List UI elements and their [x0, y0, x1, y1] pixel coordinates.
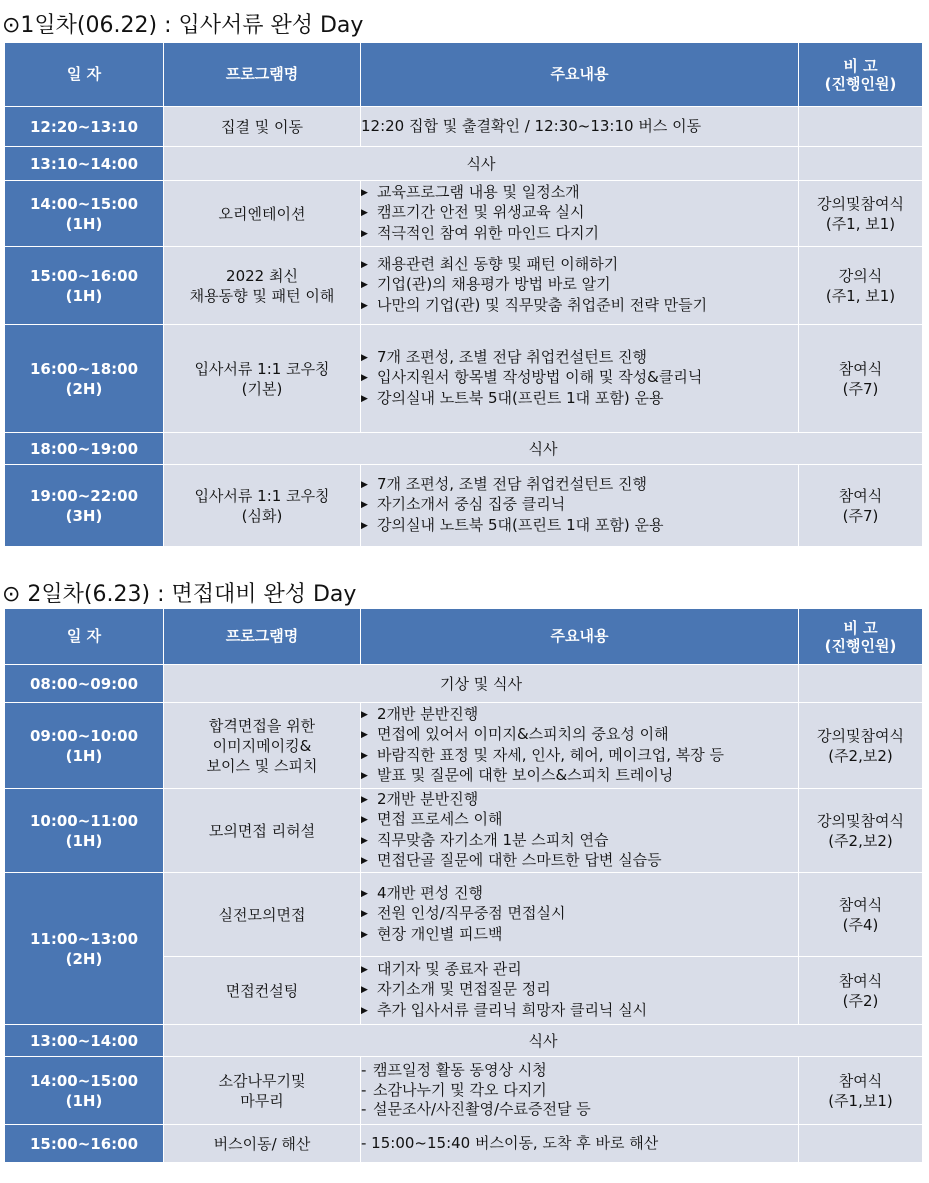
dash-bullet-icon: - — [361, 1100, 367, 1119]
triangle-bullet-icon: ▶ — [361, 815, 368, 825]
content-list — [361, 348, 798, 410]
triangle-bullet-icon: ▶ — [361, 709, 368, 720]
list-item: ▶ 7개 조편성, 조별 전담 취업컨설턴트 진행 — [361, 348, 798, 369]
triangle-bullet-icon: ▶ — [361, 856, 368, 866]
table-row — [5, 247, 923, 325]
content-cell — [361, 703, 799, 789]
list-item: ▶ 면접단골 질문에 대한 스마트한 답변 실습등 — [361, 851, 798, 872]
triangle-bullet-icon: ▶ — [361, 300, 368, 311]
list-item: ▶ 기업(관)의 채용평가 방법 바로 알기 — [361, 275, 798, 296]
list-item: ▶ 직무맞춤 자기소개 1분 스피치 연습 — [361, 831, 798, 852]
remark-cell: 참여식 (주2) — [799, 957, 923, 1025]
triangle-bullet-icon: ▶ — [361, 479, 368, 490]
program-cell: 오리엔테이션 — [164, 181, 361, 247]
time-cell: 11:00~13:00 (2H) — [5, 873, 164, 1025]
header-program: 프로그램명 — [164, 43, 361, 107]
remark-cell: 참여식 (주1,보1) — [799, 1057, 923, 1125]
day2-schedule-table — [4, 608, 923, 1163]
content-cell — [361, 325, 799, 433]
list-item: ▶ 나만의 기업(관) 및 직무맞춤 취업준비 전략 만들기 — [361, 296, 798, 317]
program-cell: 소감나무기및 마무리 — [164, 1057, 361, 1125]
time-cell: 15:00~16:00 — [5, 1125, 164, 1163]
content-cell — [361, 247, 799, 325]
meal-cell: 식사 — [164, 1025, 923, 1057]
content-cell — [361, 789, 799, 873]
list-item: - 캠프일정 활동 동영상 시청 — [361, 1061, 547, 1080]
program-cell: 집결 및 이동 — [164, 107, 361, 147]
triangle-bullet-icon: ▶ — [361, 730, 368, 740]
table-row — [5, 789, 923, 873]
triangle-bullet-icon: ▶ — [361, 393, 368, 404]
table-row — [5, 1125, 923, 1163]
content-cell — [361, 465, 799, 547]
meal-cell: 식사 — [164, 433, 923, 465]
list-item: ▶ 대기자 및 종료자 관리 — [361, 960, 798, 981]
table-row — [5, 1025, 923, 1057]
triangle-bullet-icon: ▶ — [361, 771, 368, 781]
list-item: ▶ 전원 인성/직무중점 면접실시 — [361, 904, 798, 925]
content-list — [361, 475, 798, 537]
program-cell: 면접컨설팅 — [164, 957, 361, 1025]
triangle-bullet-icon: ▶ — [361, 1005, 368, 1016]
list-item: ▶ 면접 프로세스 이해 — [361, 810, 798, 831]
header-content: 주요내용 — [361, 43, 799, 107]
remark-cell: 참여식 (주4) — [799, 873, 923, 957]
triangle-bullet-icon: ▶ — [361, 835, 368, 846]
time-cell: 14:00~15:00 (1H) — [5, 1057, 164, 1125]
day1-title: ⊙1일차(06.22) : 입사서류 완성 Day — [2, 13, 364, 38]
list-item: ▶ 발표 및 질문에 대한 보이스&스피치 트레이닝 — [361, 766, 798, 787]
time-cell: 14:00~15:00 (1H) — [5, 181, 164, 247]
time-cell: 13:10~14:00 — [5, 147, 164, 181]
list-item: ▶ 2개반 분반진행 — [361, 790, 798, 811]
dash-bullet-icon: - — [361, 1061, 367, 1080]
triangle-bullet-icon: ▶ — [361, 352, 368, 363]
remark-cell: 강의식 (주1, 보1) — [799, 247, 923, 325]
list-item: ▶ 4개반 편성 진행 — [361, 884, 798, 905]
table-row — [5, 147, 923, 181]
time-cell: 19:00~22:00 (3H) — [5, 465, 164, 547]
table-header-row — [5, 43, 923, 107]
list-item: ▶ 강의실내 노트북 5대(프린트 1대 포함) 운용 — [361, 389, 798, 410]
triangle-bullet-icon: ▶ — [361, 228, 368, 239]
content-cell: - 15:00~15:40 버스이동, 도착 후 바로 해산 — [361, 1125, 799, 1163]
list-item: - 소감나누기 및 각오 다지기 — [361, 1080, 547, 1099]
triangle-bullet-icon: ▶ — [361, 985, 368, 996]
header-date: 일 자 — [5, 609, 164, 665]
triangle-bullet-icon: ▶ — [361, 888, 368, 899]
content-cell — [361, 181, 799, 247]
program-cell: 입사서류 1:1 코우칭 (심화) — [164, 465, 361, 547]
content-list — [361, 790, 798, 872]
list-item: ▶ 추가 입사서류 클리닉 희망자 클리닉 실시 — [361, 1001, 798, 1022]
table-row — [5, 665, 923, 703]
meal-cell: 기상 및 식사 — [164, 665, 799, 703]
list-item: ▶ 적극적인 참여 위한 마인드 다지기 — [361, 224, 798, 245]
time-cell: 08:00~09:00 — [5, 665, 164, 703]
list-item: ▶ 채용관련 최신 동향 및 패턴 이해하기 — [361, 255, 798, 276]
header-remark: 비 고 (진행인원) — [799, 43, 923, 107]
list-item: ▶ 2개반 분반진행 — [361, 705, 798, 726]
time-cell: 12:20~13:10 — [5, 107, 164, 147]
remark-cell: 참여식 (주7) — [799, 325, 923, 433]
header-program: 프로그램명 — [164, 609, 361, 665]
header-content: 주요내용 — [361, 609, 799, 665]
table-row — [5, 1057, 923, 1125]
list-item: ▶ 교육프로그램 내용 및 일정소개 — [361, 183, 798, 204]
meal-cell: 식사 — [164, 147, 799, 181]
table-header-row — [5, 609, 923, 665]
table-row — [5, 703, 923, 789]
content-list — [361, 183, 798, 245]
list-item: ▶ 입사지원서 항목별 작성방법 이해 및 작성&클리닉 — [361, 368, 798, 389]
remark-cell: 참여식 (주7) — [799, 465, 923, 547]
content-list — [361, 1061, 798, 1120]
triangle-bullet-icon: ▶ — [361, 929, 368, 940]
triangle-bullet-icon: ▶ — [361, 187, 368, 198]
list-item: ▶ 캠프기간 안전 및 위생교육 실시 — [361, 203, 798, 224]
time-cell: 16:00~18:00 (2H) — [5, 325, 164, 433]
content-list — [361, 960, 798, 1022]
remark-cell — [799, 1125, 923, 1163]
triangle-bullet-icon: ▶ — [361, 794, 368, 805]
table-row — [5, 181, 923, 247]
time-cell: 10:00~11:00 (1H) — [5, 789, 164, 873]
content-cell: 12:20 집합 및 출결확인 / 12:30~13:10 버스 이동 — [361, 107, 799, 147]
triangle-bullet-icon: ▶ — [361, 964, 368, 975]
list-item: ▶ 7개 조편성, 조별 전담 취업컨설턴트 진행 — [361, 475, 798, 496]
day2-title: ⊙ 2일차(6.23) : 면접대비 완성 Day — [2, 582, 357, 607]
table-row — [5, 465, 923, 547]
program-cell: 실전모의면접 — [164, 873, 361, 957]
time-cell: 09:00~10:00 (1H) — [5, 703, 164, 789]
header-date: 일 자 — [5, 43, 164, 107]
triangle-bullet-icon: ▶ — [361, 520, 368, 531]
triangle-bullet-icon: ▶ — [361, 500, 368, 511]
table-row — [5, 325, 923, 433]
time-cell: 15:00~16:00 (1H) — [5, 247, 164, 325]
program-cell: 모의면접 리허설 — [164, 789, 361, 873]
content-cell — [361, 873, 799, 957]
remark-cell — [799, 107, 923, 147]
list-item: - 설문조사/사진촬영/수료증전달 등 — [361, 1100, 591, 1119]
triangle-bullet-icon: ▶ — [361, 909, 368, 920]
table-row — [5, 107, 923, 147]
content-list — [361, 884, 798, 946]
list-item: ▶ 강의실내 노트북 5대(프린트 1대 포함) 운용 — [361, 516, 798, 537]
content-list — [361, 255, 798, 317]
table-row — [5, 433, 923, 465]
time-cell: 13:00~14:00 — [5, 1025, 164, 1057]
content-cell — [361, 1057, 799, 1125]
remark-cell — [799, 147, 923, 181]
list-item: ▶ 자기소개 및 면접질문 정리 — [361, 980, 798, 1001]
list-item: ▶ 현장 개인별 피드백 — [361, 925, 798, 946]
remark-cell — [799, 665, 923, 703]
list-item: ▶ 바람직한 표정 및 자세, 인사, 헤어, 메이크업, 복장 등 — [361, 746, 798, 767]
time-cell: 18:00~19:00 — [5, 433, 164, 465]
program-cell: 2022 최신 채용동향 및 패턴 이해 — [164, 247, 361, 325]
triangle-bullet-icon: ▶ — [361, 750, 368, 761]
triangle-bullet-icon: ▶ — [361, 259, 368, 270]
content-list — [361, 705, 798, 787]
content-cell — [361, 957, 799, 1025]
program-cell: 버스이동/ 해산 — [164, 1125, 361, 1163]
triangle-bullet-icon: ▶ — [361, 373, 368, 384]
program-cell: 입사서류 1:1 코우칭 (기본) — [164, 325, 361, 433]
triangle-bullet-icon: ▶ — [361, 280, 368, 291]
day1-schedule-table — [4, 42, 923, 547]
list-item: ▶ 면접에 있어서 이미지&스피치의 중요성 이해 — [361, 725, 798, 746]
program-cell: 합격면접을 위한 이미지메이킹& 보이스 및 스피치 — [164, 703, 361, 789]
table-row — [5, 873, 923, 957]
dash-bullet-icon: - — [361, 1080, 367, 1099]
remark-cell: 강의및참여식 (주1, 보1) — [799, 181, 923, 247]
header-remark: 비 고 (진행인원) — [799, 609, 923, 665]
list-item: ▶ 자기소개서 중심 집중 클리닉 — [361, 495, 798, 516]
remark-cell: 강의및참여식 (주2,보2) — [799, 703, 923, 789]
triangle-bullet-icon: ▶ — [361, 208, 368, 219]
remark-cell: 강의및참여식 (주2,보2) — [799, 789, 923, 873]
